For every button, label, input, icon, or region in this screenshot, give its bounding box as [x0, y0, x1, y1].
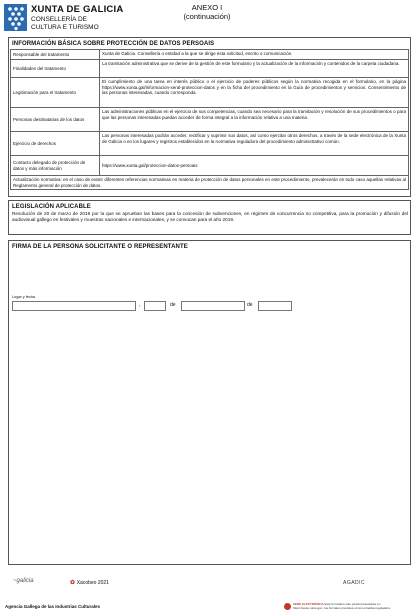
legislation-title: LEGISLACIÓN APLICABLE: [12, 204, 91, 210]
table-row: [11, 78, 409, 108]
row-value: Xunta de Galicia. Consellería o entidad a la que se dirige esta solicitud, escrito o comunicación.: [100, 50, 409, 60]
department-line-1: CONSELLERÍA DE: [31, 16, 87, 23]
row-value: Las personas interesadas podrán acceder, rectificar y suprimir sus datos, así como ejercitar otros derechos, a través de la sede electrónica de la Xunta de Galicia o en los lugares y registros establecidos en la normativa reguladora del procedimiento administrativo común.: [100, 132, 409, 156]
department-name: [31, 16, 99, 31]
galicia-swirl-icon: ~: [13, 578, 17, 584]
table-row: [11, 60, 409, 78]
galicia-logo: [13, 578, 34, 584]
electronic-seat-text: Este formulario sólo podrá presentarse en: [323, 602, 381, 606]
xacobeo-icon: ✿: [70, 580, 76, 586]
department-line-2: CULTURA E TURISMO: [31, 23, 99, 31]
xunta-logo-icon: [4, 4, 27, 31]
de-separator-2: de: [247, 302, 253, 308]
annex-title: ANEXO I: [191, 3, 223, 12]
row-value: La tramitación administrativa que se derive de la gestión de este formulario y la actualización de la información y contenidos de la carpeta ciudadana.: [100, 60, 409, 78]
row-label: Finalidades del tratamento: [11, 60, 100, 78]
signature-title: FIRMA DE LA PERSONA SOLICITANTE O REPRESENTANTE: [12, 244, 188, 250]
legislation-text: Resolución de 20 de marzo de 2019 por la que se aprueban las bases para la concesión de subvenciones, en régimen de concurrencia no competitiva, para la promoción y difusión del audiovisual gallego en festivales y muestras nacionales e internacionales, y se convocan para el año 2019.: [12, 211, 408, 223]
xacobeo-logo-text: Xacobeo 2021: [76, 580, 109, 586]
table-row: [11, 156, 409, 176]
row-value: Las administraciones públicas en el ejercicio de sus competencias, cuando sea necesario para la tramitación y resolución de sus procedimientos o para que las personas interesadas puedan acceder de forma integral a la información relativa a una materia.: [100, 108, 409, 132]
data-protection-section: [8, 37, 411, 197]
table-row: [11, 108, 409, 132]
agadic-logo: AGADIC: [343, 580, 366, 586]
row-label: Legitimación para el tratamento: [11, 78, 100, 108]
table-row: [11, 50, 409, 60]
sede-electronica-icon: [284, 603, 291, 610]
legislation-section: [8, 200, 411, 235]
xacobeo-logo: [70, 579, 109, 586]
update-note: Actualización normativa: en el caso de existir diferentes referencias normativas en materia de protección de datos personales en este procedimiento, prevalecerán en todo caso aquellas relativas al Reglamento general de protección de datos.: [11, 176, 409, 190]
row-value: https://www.xunta.gal/proteccion-datos-persoais: [100, 156, 409, 176]
row-value: El cumplimiento de una tarea en interés público o el ejercicio de poderes públicos según la normativa recogida en el formulario, en la página https://www.xunta.gal/informacion-xeral-proteccion-datos y en la ficha del procedimiento en la Guía de procedimientos y servicios. Consentimiento de las personas interesadas, cuando corresponda.: [100, 78, 409, 108]
row-label: Ejercicio de derechos: [11, 132, 100, 156]
comma-separator: ,: [139, 302, 141, 308]
row-label: Contacto delegado de protección de datos y más información: [11, 156, 100, 176]
row-label: Responsable del tratamento: [11, 50, 100, 60]
month-field[interactable]: [181, 301, 245, 311]
year-field[interactable]: [258, 301, 292, 311]
table-row: [11, 132, 409, 156]
agency-name: Agencia Gallega de las Industrias Culturales: [5, 604, 101, 609]
brand-name: XUNTA DE GALICIA: [31, 4, 124, 15]
annex-subtitle: (continuación): [183, 12, 231, 21]
electronic-seat-line-2: https://sede.xunta.gal - los formatos previstos en la normativa reguladora: [293, 605, 390, 610]
de-separator-1: de: [170, 302, 176, 308]
table-row: [11, 176, 409, 190]
place-date-label: Lugar y fecha: [12, 295, 36, 299]
data-protection-table: [10, 49, 409, 190]
data-protection-title: INFORMACIÓN BÁSICA SOBRE PROTECCIÓN DE DATOS PERSOAIS: [12, 41, 215, 47]
day-field[interactable]: [144, 301, 166, 311]
electronic-seat-label: SEDE ELECTRÓNICA: [293, 602, 324, 606]
row-label: Personas destinatarias de los datos: [11, 108, 100, 132]
electronic-seat-note: [293, 603, 390, 610]
place-field[interactable]: [12, 301, 136, 311]
signature-section: [8, 240, 411, 565]
galicia-logo-text: galicia: [16, 578, 34, 584]
annex-heading: [170, 3, 244, 21]
